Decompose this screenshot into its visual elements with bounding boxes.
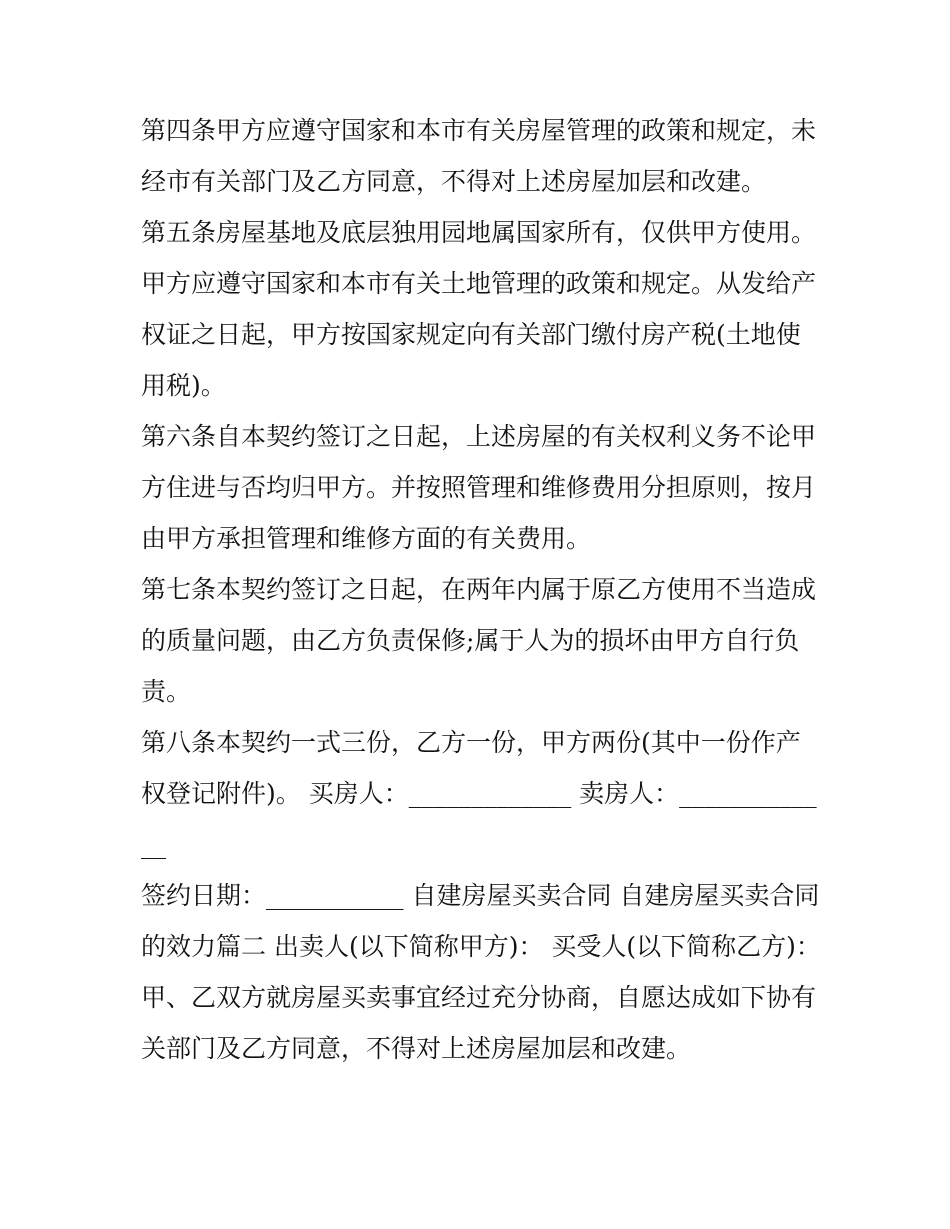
paragraph-article-5: 第五条房屋基地及底层独用园地属国家所有，仅供甲方使用。甲方应遵守国家和本市有关土地管理的政策和规定。从发给产权证之日起，甲方按国家规定向有关部门缴付房产税(土地使用税)。 [141, 218, 817, 400]
paragraph-sign-date-title: 签约日期：___________ 自建房屋买卖合同 自建房屋买卖合同的效力篇二 出卖人(以下简称甲方)： 买受人(以下简称乙方)： [141, 881, 821, 961]
paragraph-article-7: 第七条本契约签订之日起，在两年内属于原乙方使用不当造成的质量问题，由乙方负责保修;属于人为的损坏由甲方自行负责。 [141, 575, 817, 706]
paragraph-agreement-intro: 甲、乙双方就房屋买卖事宜经过充分协商，自愿达成如下协有关部门及乙方同意，不得对上述房屋加层和改建。 [141, 983, 817, 1063]
document-body [141, 105, 821, 1074]
paragraph-article-8-signatures: 第八条本契约一式三份，乙方一份，甲方两份(其中一份作产权登记附件)。 买房人：_____________ 卖房人：_____________ [141, 728, 817, 859]
paragraph-article-4: 第四条甲方应遵守国家和本市有关房屋管理的政策和规定，未经市有关部门及乙方同意，不得对上述房屋加层和改建。 [141, 116, 817, 196]
paragraph-article-6: 第六条自本契约签订之日起，上述房屋的有关权利义务不论甲方住进与否均归甲方。并按照管理和维修费用分担原则，按月由甲方承担管理和维修方面的有关费用。 [141, 422, 817, 553]
